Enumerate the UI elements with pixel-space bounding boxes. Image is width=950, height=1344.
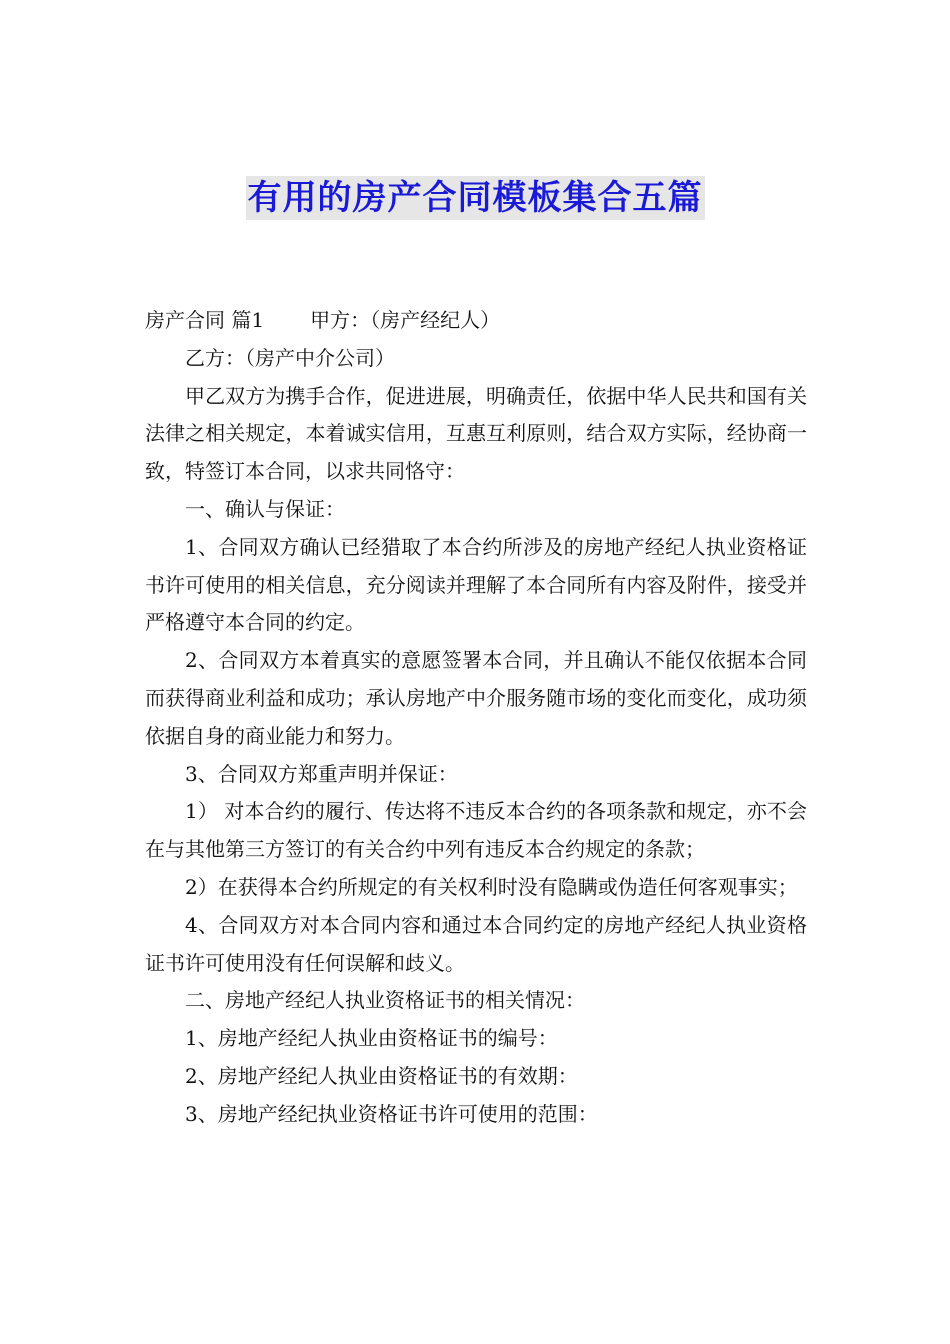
first-line bbox=[145, 302, 807, 340]
clause-2-2: 2、房地产经纪人执业由资格证书的有效期： bbox=[185, 1063, 578, 1088]
clause-2-1: 1、房地产经纪人执业由资格证书的编号： bbox=[185, 1026, 558, 1051]
clause-2-3: 3、房地产经纪执业资格证书许可使用的范围： bbox=[185, 1101, 598, 1126]
clause-1-2: 2、合同双方本着真实的意愿签署本合同，并且确认不能仅依据本合同而获得商业利益和成功；承认房地产中介服务随市场的变化而变化，成功须依据自身的商业能力和努力。 bbox=[145, 648, 807, 748]
clause-1-3-2: 2）在获得本合约所规定的有关权利时没有隐瞒或伪造任何客观事实； bbox=[185, 874, 798, 899]
section-heading-2: 二、房地产经纪人执业资格证书的相关情况： bbox=[185, 988, 585, 1013]
document-body bbox=[145, 302, 807, 1134]
paragraph-party-b: 乙方：（房产中介公司） bbox=[185, 345, 395, 370]
document-title: 有用的房产合同模板集合五篇 bbox=[247, 178, 703, 218]
title-container bbox=[0, 176, 950, 220]
paragraph-intro: 甲乙双方为携手合作，促进进展，明确责任，依据中华人民共和国有关法律之相关规定，本着诚实信用，互惠互利原则，结合双方实际，经协商一致，特签订本合同，以求共同恪守： bbox=[145, 383, 807, 484]
clause-1-1: 1、合同双方确认已经猎取了本合约所涉及的房地产经纪人执业资格证书许可使用的相关信息，充分阅读并理解了本合同所有内容及附件，接受并严格遵守本合同的约定。 bbox=[145, 534, 807, 635]
party-a: 甲方：（房产经纪人） bbox=[310, 308, 501, 332]
contract-heading: 房产合同 篇1 bbox=[145, 308, 265, 332]
clause-1-4: 4、合同双方对本合同内容和通过本合同约定的房地产经纪人执业资格证书许可使用没有任何误解和歧义。 bbox=[145, 912, 807, 975]
section-heading-1: 一、确认与保证： bbox=[185, 496, 345, 521]
clause-1-3-1: 1） 对本合约的履行、传达将不违反本合约的各项条款和规定，亦不会在与其他第三方签订的有关合约中列有违反本合约规定的条款； bbox=[145, 799, 807, 862]
clause-1-3: 3、合同双方郑重声明并保证： bbox=[185, 761, 458, 786]
